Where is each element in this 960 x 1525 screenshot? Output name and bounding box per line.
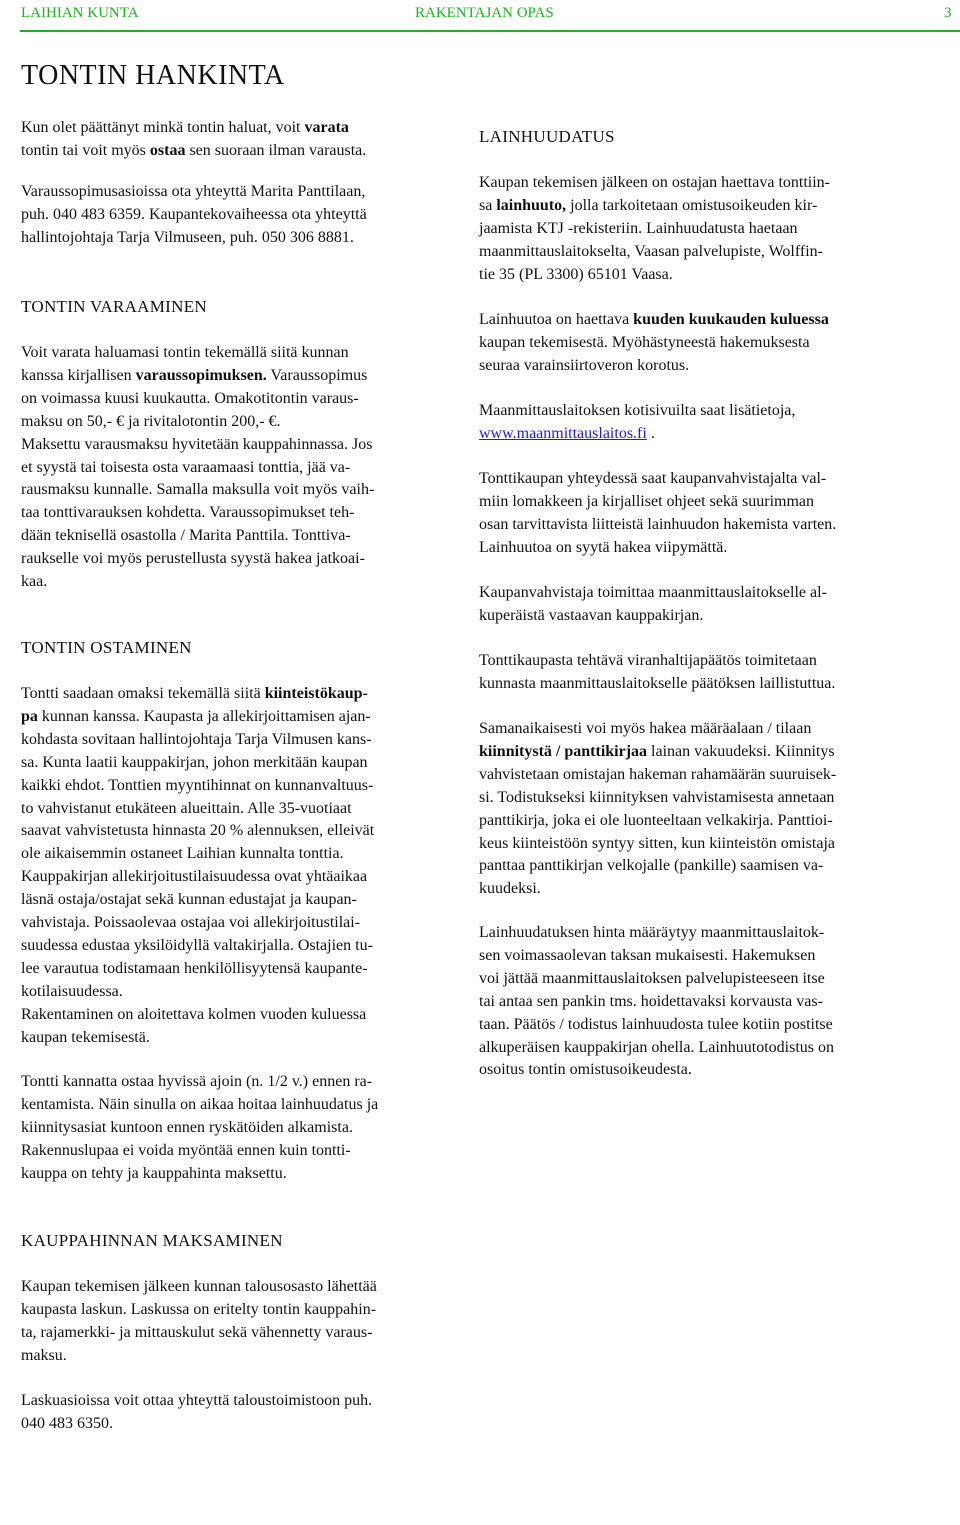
heading-tontin-ostaminen: TONTIN OSTAMINEN [21, 638, 192, 657]
header-page-number: 3 [944, 5, 952, 21]
heading-lainhuudatus: LAINHUUDATUS [479, 127, 615, 146]
deadline-paragraph: Lainhuutoa on haettava kuuden kuukauden kuluessa kaupan tekemisestä. Myöhästyneestä hakemuksesta seuraa varainsiirtoveron korotus. [479, 311, 829, 374]
website-paragraph: Maanmittauslaitoksen kotisivuilta saat lisätietoja, www.maanmittauslaitos.fi . [479, 402, 796, 442]
maanmittauslaitos-link[interactable]: www.maanmittauslaitos.fi [479, 424, 647, 442]
decision-paragraph: Tonttikaupasta tehtävä viranhaltijapäätös toimitetaan kunnasta maanmittauslaitokselle päätöksen laillistuttua. [479, 652, 836, 692]
buy-timing-paragraph: Tontti kannatta ostaa hyvissä ajoin (n. 1/2 v.) ennen ra- kentamista. Näin sinulla on aikaa hoitaa lainhuudatus ja kiinnitysasiat kuntoon ennen ryskätöiden alkamista. Rakennuslupaa ei voida myöntää ennen kuin tontti- kauppa on tehty ja kauppahinta maksettu. [21, 1073, 379, 1182]
header-municipality: LAIHIAN KUNTA [21, 5, 139, 21]
buy-paragraph: Tontti saadaan omaksi tekemällä siitä kiinteistökaup- pa kunnan kanssa. Kaupasta ja allekirjoittamisen ajan- kohdasta sovitaan hallintojohtaja Tarja Vilmusen kans- sa. Kunta laatii kauppakirjan, johon merkitään kaupan kaikki ehdot. Tonttien myyntihinnat on kunnanvaltuus- to vahvistanut etukäteen alueittain. Alle 35-vuotiaat saavat vahvistetusta hinnasta 20 % alennuksen, elleivät ole aikaisemmin ostaneet Laihian kunnalta tonttia. Kauppakirjan allekirjoitustilaisuudessa ovat yhtäaikaa läsnä ostaja/ostajat sekä kunnan edustajat ja kaupan- vahvistaja. Poissaolevaa ostajaa voi allekirjoitustilai- suudessa edustaa yksilöidyllä valtakirjalla. Ostajien tu- lee varautua todistamaan henkilöllisyytensä kaupante- kotilaisuudessa. Rakentaminen on aloitettava kolmen vuoden kuluessa kaupan tekemisestä. [21, 685, 375, 1046]
contact-paragraph: Varaussopimusasioissa ota yhteyttä Marita Panttilaan, puh. 040 483 6359. Kaupantekovaiheessa ota yhteyttä hallintojohtaja Tarja Vilmuseen, puh. 050 306 8881. [21, 183, 367, 246]
payment-paragraph: Kaupan tekemisen jälkeen kunnan talousosasto lähettää kaupasta laskun. Laskussa on eritelty tontin kauppahin- ta, rajamerkki- ja mittauskulut sekä vähennetty varaus- maksu. [21, 1278, 377, 1364]
pricing-paragraph: Lainhuudatuksen hinta määräytyy maanmittauslaitok- sen voimassaolevan taksan mukaisesti. Hakemuksen voi jättää maanmittauslaitoksen palvelupisteeseen itse tai antaa sen pankin tms. hoidettavaksi korvausta vas- taan. Päätös / todistus lainhuudosta tulee kotiin postitse alkuperäisen kauppakirjan ohella. Lainhuutotodistus on osoitus tontin omistusoikeudesta. [479, 924, 835, 1079]
title-registration-paragraph: Kaupan tekemisen jälkeen on ostajan haettava tonttiin- sa lainhuuto, jolla tarkoitetaan omistusoikeuden kir- jaamista KTJ -rekisteriin. Lainhuudatusta haetaan maanmittauslaitokselta, Vaasan palvelupiste, Wolffin- tie 35 (PL 3300) 65101 Vaasa. [479, 174, 830, 283]
heading-kauppahinnan-maksaminen: KAUPPAHINNAN MAKSAMINEN [21, 1231, 283, 1250]
reserve-paragraph: Voit varata haluamasi tontin tekemällä siitä kunnan kanssa kirjallisen varaussopimuksen. Varaussopimus on voimassa kuusi kuukautta. Omakotitontin varaus- maksu on 50,- € ja rivitalotontin 200,- €. Maksettu varausmaksu hyvitetään kauppahinnassa. Jos et syystä tai toisesta osta varaamaasi tonttia, jää va- rausmaksu kunnalle. Samalla maksulla voit myös vaih- taa tonttivarauksen kohdetta. Varaussopimukset teh- dään teknisellä osastolla / Marita Panttila. Tonttiva- raukselle voi myös perustellusta syystä hakea jatkoai- kaa. [21, 344, 375, 591]
intro-paragraph: Kun olet päättänyt minkä tontin haluat, voit varata tontin tai voit myös ostaa sen suoraan ilman varausta. [21, 119, 367, 159]
header-guide-title: RAKENTAJAN OPAS [415, 5, 554, 21]
heading-tontin-varaaminen: TONTIN VARAAMINEN [21, 297, 207, 316]
notary-paragraph: Kaupanvahvistaja toimittaa maanmittauslaitokselle al- kuperäistä vastaavan kauppakirjan. [479, 584, 827, 624]
page-header [0, 0, 960, 30]
mortgage-paragraph: Samanaikaisesti voi myös hakea määräalaan / tilaan kiinnitystä / panttikirjaa lainan vakuudeksi. Kiinnitys vahvistetaan omistajan hakeman rahamäärän suuruisek- si. Todistukseksi kiinnityksen vahvistamisesta annetaan panttikirja, joka ei ole luonteeltaan velkakirja. Panttioi- keus kiinteistöön syntyy sitten, kun kiinteistön omistaja panttaa panttikirjan velkojalle (pankille) saamisen va- kuudeksi. [479, 720, 837, 898]
billing-contact-paragraph: Laskuasioissa voit ottaa yhteyttä taloustoimistoon puh. 040 483 6350. [21, 1392, 373, 1432]
header-rule [20, 30, 960, 32]
forms-paragraph: Tonttikaupan yhteydessä saat kaupanvahvistajalta val- miin lomakkeen ja kirjalliset ohjeet sekä suurimman osan tarvittavista liitteistä lainhuudon hakemista varten. Lainhuutoa on syytä hakea viipymättä. [479, 470, 837, 556]
page-title: TONTIN HANKINTA [21, 60, 285, 91]
